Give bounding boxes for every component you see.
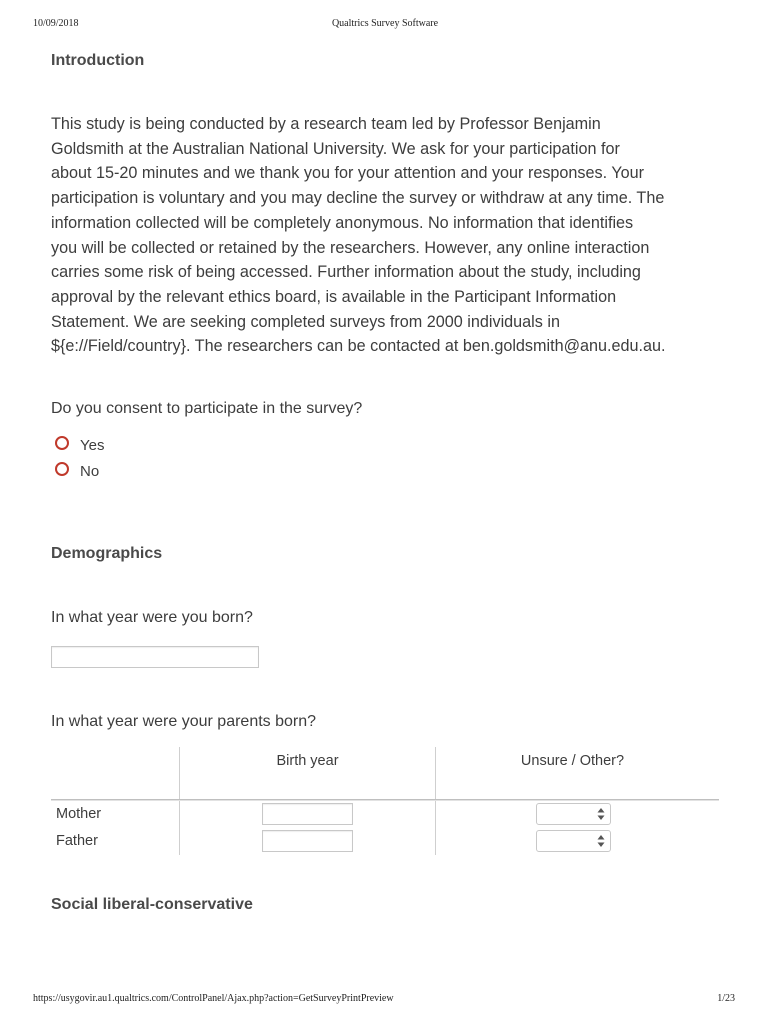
radio-label-yes: Yes [80, 436, 105, 454]
intro-line: approval by the relevant ethics board, is available in the Participant Information [51, 287, 617, 306]
parents-birth-question: In what year were your parents born? [51, 713, 317, 730]
radio-no[interactable] [55, 462, 69, 476]
print-date: 10/09/2018 [33, 18, 79, 29]
birth-year-input[interactable] [51, 646, 259, 668]
father-birth-year-input[interactable] [262, 830, 353, 852]
consent-question: Do you consent to participate in the survey? [51, 400, 363, 417]
section-heading-introduction: Introduction [51, 52, 145, 69]
father-unsure-select[interactable] [536, 830, 611, 852]
intro-line: you will be collected or retained by the researchers. However, any online interaction [51, 238, 650, 257]
footer-url: https://usygovir.au1.qualtrics.com/ControlPanel/Ajax.php?action=GetSurveyPrintPreview [33, 993, 394, 1004]
intro-line: This study is being conducted by a research team led by Professor Benjamin [51, 115, 601, 133]
matrix-divider [435, 801, 436, 855]
print-title: Qualtrics Survey Software [331, 18, 439, 29]
print-header [0, 18, 770, 32]
intro-line: ${e://Field/country}. The researchers can be contacted at ben.goldsmith@anu.edu.au. [51, 337, 666, 356]
row-label-father: Father [56, 833, 98, 849]
consent-option-no[interactable] [55, 459, 99, 479]
mother-unsure-select[interactable] [536, 803, 611, 825]
intro-line: Goldsmith at the Australian National University. We ask for your participation for [51, 139, 620, 158]
intro-line: Statement. We are seeking completed surveys from 2000 individuals in [51, 312, 560, 331]
radio-label-no: No [80, 462, 100, 480]
row-label-mother: Mother [56, 806, 102, 822]
intro-line: participation is voluntary and you may decline the survey or withdraw at any time. The [51, 189, 665, 208]
intro-line: about 15-20 minutes and we thank you for your attention and your responses. Your [51, 164, 645, 183]
mother-birth-year-input[interactable] [262, 803, 353, 825]
birth-year-question: In what year were you born? [51, 609, 253, 626]
column-header-unsure: Unsure / Other? [520, 753, 625, 769]
footer-page-number: 1/23 [717, 993, 735, 1004]
section-heading-demographics: Demographics [51, 545, 163, 562]
section-heading-social: Social liberal-conservative [51, 896, 253, 913]
consent-option-yes[interactable] [55, 433, 104, 453]
parents-matrix-table [51, 747, 719, 855]
matrix-divider [179, 801, 180, 855]
column-header-birth-year: Birth year [276, 753, 339, 769]
intro-line: information collected will be completely anonymous. No information that identifies [51, 213, 634, 232]
intro-paragraph [51, 112, 736, 359]
select-arrows-icon [597, 834, 605, 848]
select-arrows-icon [597, 807, 605, 821]
intro-line: carries some risk of being accessed. Further information about the study, including [51, 263, 641, 282]
radio-yes[interactable] [55, 436, 69, 450]
print-footer [0, 993, 770, 1007]
matrix-header-rule [51, 799, 719, 801]
